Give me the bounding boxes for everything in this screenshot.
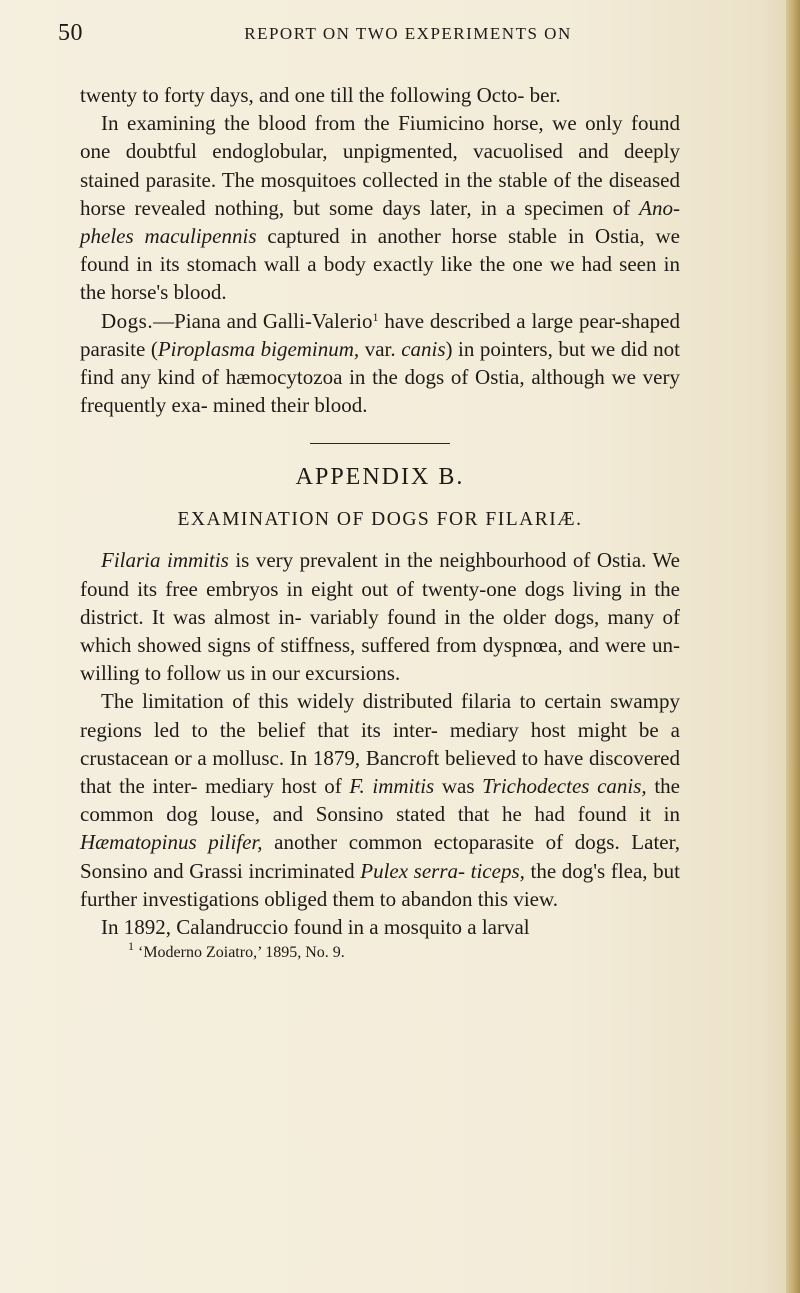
- section-title: EXAMINATION OF DOGS FOR FILARIÆ.: [177, 509, 583, 531]
- paragraph-calandruccio: In 1892, Calandruccio found in a mosquito a larval: [101, 915, 530, 940]
- footnote-ref: 1: [372, 309, 379, 324]
- section-lead-dogs: Dogs.: [101, 308, 154, 333]
- text-run: In examining the blood from the Fiumicino horse, we only found one doubtful endoglobular, unpigmented, vacuolised and deeply stained parasite. The mosquitoes collected in the stable of the diseased horse revealed nothing, but some days later, in a specimen of: [80, 111, 680, 220]
- text-run: captured in another horse stable in Ostia, we found in its stomach wall a body exactly like the one we had seen in the horse's blood.: [80, 224, 680, 305]
- paragraph-intermediary-host: [80, 687, 680, 913]
- footnote: [80, 939, 680, 963]
- species-name: Filaria immitis: [101, 548, 229, 573]
- text-run: —Piana and Galli-Valerio: [153, 308, 373, 333]
- text-run: The limitation of this widely distributed filaria to certain swampy regions led to the belief that its inter- mediary host might be a crustacean or a mollusc. In 1879, Bancroft believed to have discovered that the inter- mediary host of: [80, 689, 680, 799]
- paragraph-fiumicino-horse: [80, 109, 680, 306]
- paragraph-continuation: twenty to forty days, and one till the following Octo- ber.: [80, 83, 561, 107]
- species-name: Pulex serra- ticeps,: [360, 858, 525, 883]
- text-run: the dog's flea, but further investigations obliged them to abandon this view.: [80, 858, 681, 911]
- page-body: [80, 81, 680, 963]
- paragraph-dogs: [80, 307, 680, 420]
- text-run: the common dog louse, and Sonsino stated that he had found it in: [80, 774, 680, 827]
- section-divider: [310, 443, 450, 444]
- species-name: canis: [401, 336, 446, 361]
- species-name: Piroplasma bigeminum,: [157, 336, 360, 361]
- footnote-text: ‘Moderno Zoiatro,’ 1895, No. 9.: [134, 944, 345, 962]
- text-run: var.: [359, 336, 402, 361]
- page-header: [58, 20, 758, 50]
- species-name: Trichodectes canis,: [482, 774, 647, 799]
- paragraph-filaria-immitis: [80, 546, 680, 687]
- text-run: is very prevalent in the neighbourhood of Ostia. We found its free embryos in eight out of twenty-one dogs living in the district. It was almost in- variably found in the older dogs, many of which showed signs of stiffness, suffered from dyspnœa, and were un- willing to follow us in our excursions.: [80, 548, 680, 686]
- page-number: 50: [58, 20, 83, 46]
- text-run: another common ectoparasite of dogs. Later, Sonsino and Grassi incriminated: [80, 830, 681, 883]
- species-name: Hæmatopinus pilifer,: [80, 830, 263, 855]
- species-name: Ano- pheles maculipennis: [80, 195, 680, 249]
- footnote-number: 1: [128, 939, 134, 954]
- text-run: was: [434, 774, 483, 799]
- page-edge-shadow: [786, 0, 800, 1293]
- appendix-title: APPENDIX B.: [295, 464, 465, 491]
- running-head: REPORT ON TWO EXPERIMENTS ON: [244, 24, 572, 43]
- species-name: F. immitis: [349, 774, 435, 799]
- text-run: ) in pointers, but we did not find any kind of hæmocytozoa in the dogs of Ostia, although we very frequently exa- mined their blood.: [80, 336, 680, 418]
- text-run: have described a large pear-shaped parasite (: [80, 308, 680, 361]
